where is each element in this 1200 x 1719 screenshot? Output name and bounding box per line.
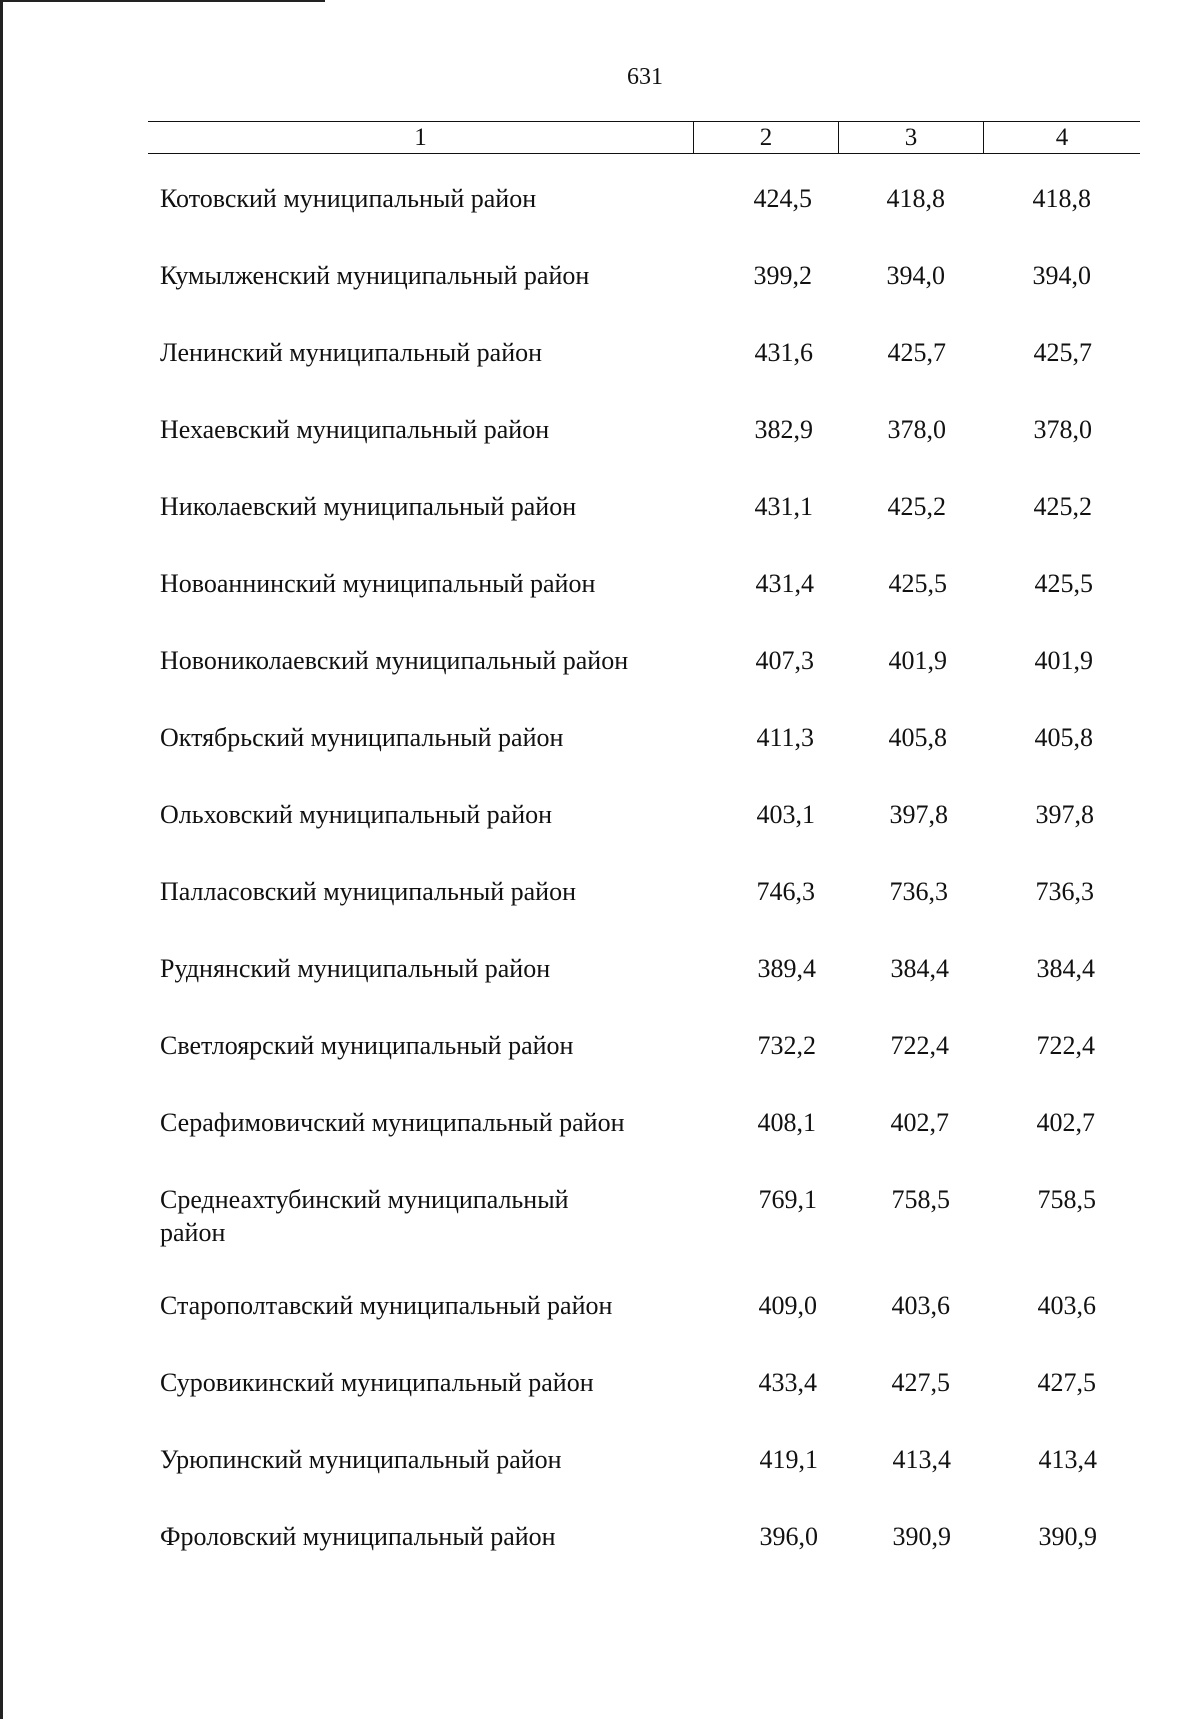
district-name: Котовский муниципальный район	[160, 184, 537, 213]
table-row	[148, 875, 1140, 952]
value-col-2: 769,1	[758, 1185, 817, 1214]
table-row	[148, 1366, 1140, 1443]
value-col-3: 425,5	[888, 569, 947, 598]
value-col-3: 425,2	[887, 492, 946, 521]
value-col-3: 418,8	[886, 184, 945, 213]
district-name: Суровикинский муниципальный район	[160, 1368, 594, 1397]
district-name: Николаевский муниципальный район	[160, 492, 577, 521]
value-col-2: 407,3	[755, 646, 814, 675]
table-row	[148, 952, 1140, 1029]
value-col-3: 736,3	[889, 877, 948, 906]
district-name: Кумылженский муниципальный район	[160, 261, 590, 290]
district-name: Урюпинский муниципальный район	[160, 1445, 562, 1474]
value-col-2: 382,9	[754, 415, 813, 444]
table-row	[148, 259, 1140, 336]
table-row	[148, 490, 1140, 567]
value-col-4: 390,9	[1038, 1522, 1097, 1551]
value-col-4: 384,4	[1036, 954, 1095, 983]
district-name: Фроловский муниципальный район	[160, 1522, 556, 1551]
value-col-2: 396,0	[759, 1522, 818, 1551]
table-row	[148, 1443, 1140, 1520]
value-col-2: 424,5	[753, 184, 812, 213]
value-col-2: 409,0	[758, 1291, 817, 1320]
district-name: Палласовский муниципальный район	[160, 877, 576, 906]
value-col-4: 394,0	[1032, 261, 1091, 290]
value-col-2: 431,6	[754, 338, 813, 367]
table-row	[148, 1520, 1140, 1597]
table-row	[148, 413, 1140, 490]
value-col-2: 431,1	[754, 492, 813, 521]
district-name: Ленинский муниципальный район	[160, 338, 543, 367]
data-table	[148, 121, 1140, 1597]
value-col-2: 411,3	[756, 723, 814, 752]
value-col-2: 403,1	[756, 800, 815, 829]
value-col-4: 425,7	[1033, 338, 1092, 367]
district-name: Светлоярский муниципальный район	[160, 1031, 574, 1060]
page-number: 631	[627, 64, 663, 90]
value-col-2: 431,4	[755, 569, 814, 598]
value-col-3: 425,7	[887, 338, 946, 367]
district-name: Серафимовичский муниципальный район	[160, 1108, 625, 1137]
value-col-3: 403,6	[891, 1291, 950, 1320]
table-body	[148, 182, 1140, 1597]
value-col-4: 401,9	[1034, 646, 1093, 675]
value-col-3: 758,5	[891, 1185, 950, 1214]
table-row	[148, 1106, 1140, 1183]
value-col-4: 736,3	[1035, 877, 1094, 906]
value-col-4: 378,0	[1033, 415, 1092, 444]
value-col-2: 389,4	[757, 954, 816, 983]
table-row	[148, 182, 1140, 259]
table-row	[148, 567, 1140, 644]
value-col-2: 408,1	[757, 1108, 816, 1137]
header-col-1: 1	[414, 123, 427, 151]
table-header-row	[148, 121, 1140, 154]
value-col-3: 394,0	[886, 261, 945, 290]
scan-edge-left	[0, 0, 3, 1719]
district-name: Новониколаевский муниципальный район	[160, 646, 629, 675]
district-name: Новоаннинский муниципальный район	[160, 569, 596, 598]
value-col-4: 418,8	[1032, 184, 1091, 213]
value-col-4: 403,6	[1037, 1291, 1096, 1320]
district-name: Среднеахтубинский муниципальный район	[160, 1185, 569, 1247]
header-col-2: 2	[693, 122, 838, 153]
header-col-4: 4	[983, 122, 1140, 153]
table-row	[148, 798, 1140, 875]
district-name: Нехаевский муниципальный район	[160, 415, 550, 444]
value-col-4: 722,4	[1036, 1031, 1095, 1060]
district-name: Октябрьский муниципальный район	[160, 723, 564, 752]
value-col-3: 378,0	[887, 415, 946, 444]
value-col-3: 402,7	[890, 1108, 949, 1137]
value-col-4: 413,4	[1038, 1445, 1097, 1474]
value-col-3: 390,9	[892, 1522, 951, 1551]
table-row	[148, 644, 1140, 721]
value-col-3: 397,8	[889, 800, 948, 829]
value-col-2: 433,4	[758, 1368, 817, 1397]
table-row	[148, 336, 1140, 413]
value-col-2: 746,3	[756, 877, 815, 906]
value-col-2: 732,2	[757, 1031, 816, 1060]
value-col-3: 384,4	[890, 954, 949, 983]
table-row	[148, 1183, 1140, 1289]
table-row	[148, 1289, 1140, 1366]
value-col-3: 413,4	[892, 1445, 951, 1474]
value-col-4: 402,7	[1036, 1108, 1095, 1137]
district-name: Руднянский муниципальный район	[160, 954, 551, 983]
header-col-3: 3	[838, 122, 983, 153]
value-col-4: 427,5	[1037, 1368, 1096, 1397]
value-col-3: 722,4	[890, 1031, 949, 1060]
value-col-4: 397,8	[1035, 800, 1094, 829]
value-col-3: 405,8	[888, 723, 947, 752]
value-col-4: 758,5	[1037, 1185, 1096, 1214]
value-col-2: 419,1	[759, 1445, 818, 1474]
value-col-4: 425,2	[1033, 492, 1092, 521]
value-col-3: 401,9	[888, 646, 947, 675]
scan-edge-top	[0, 0, 325, 2]
district-name: Старополтавский муниципальный район	[160, 1291, 613, 1320]
value-col-2: 399,2	[753, 261, 812, 290]
value-col-3: 427,5	[891, 1368, 950, 1397]
value-col-4: 425,5	[1034, 569, 1093, 598]
district-name: Ольховский муниципальный район	[160, 800, 553, 829]
value-col-4: 405,8	[1034, 723, 1093, 752]
table-row	[148, 1029, 1140, 1106]
table-row	[148, 721, 1140, 798]
